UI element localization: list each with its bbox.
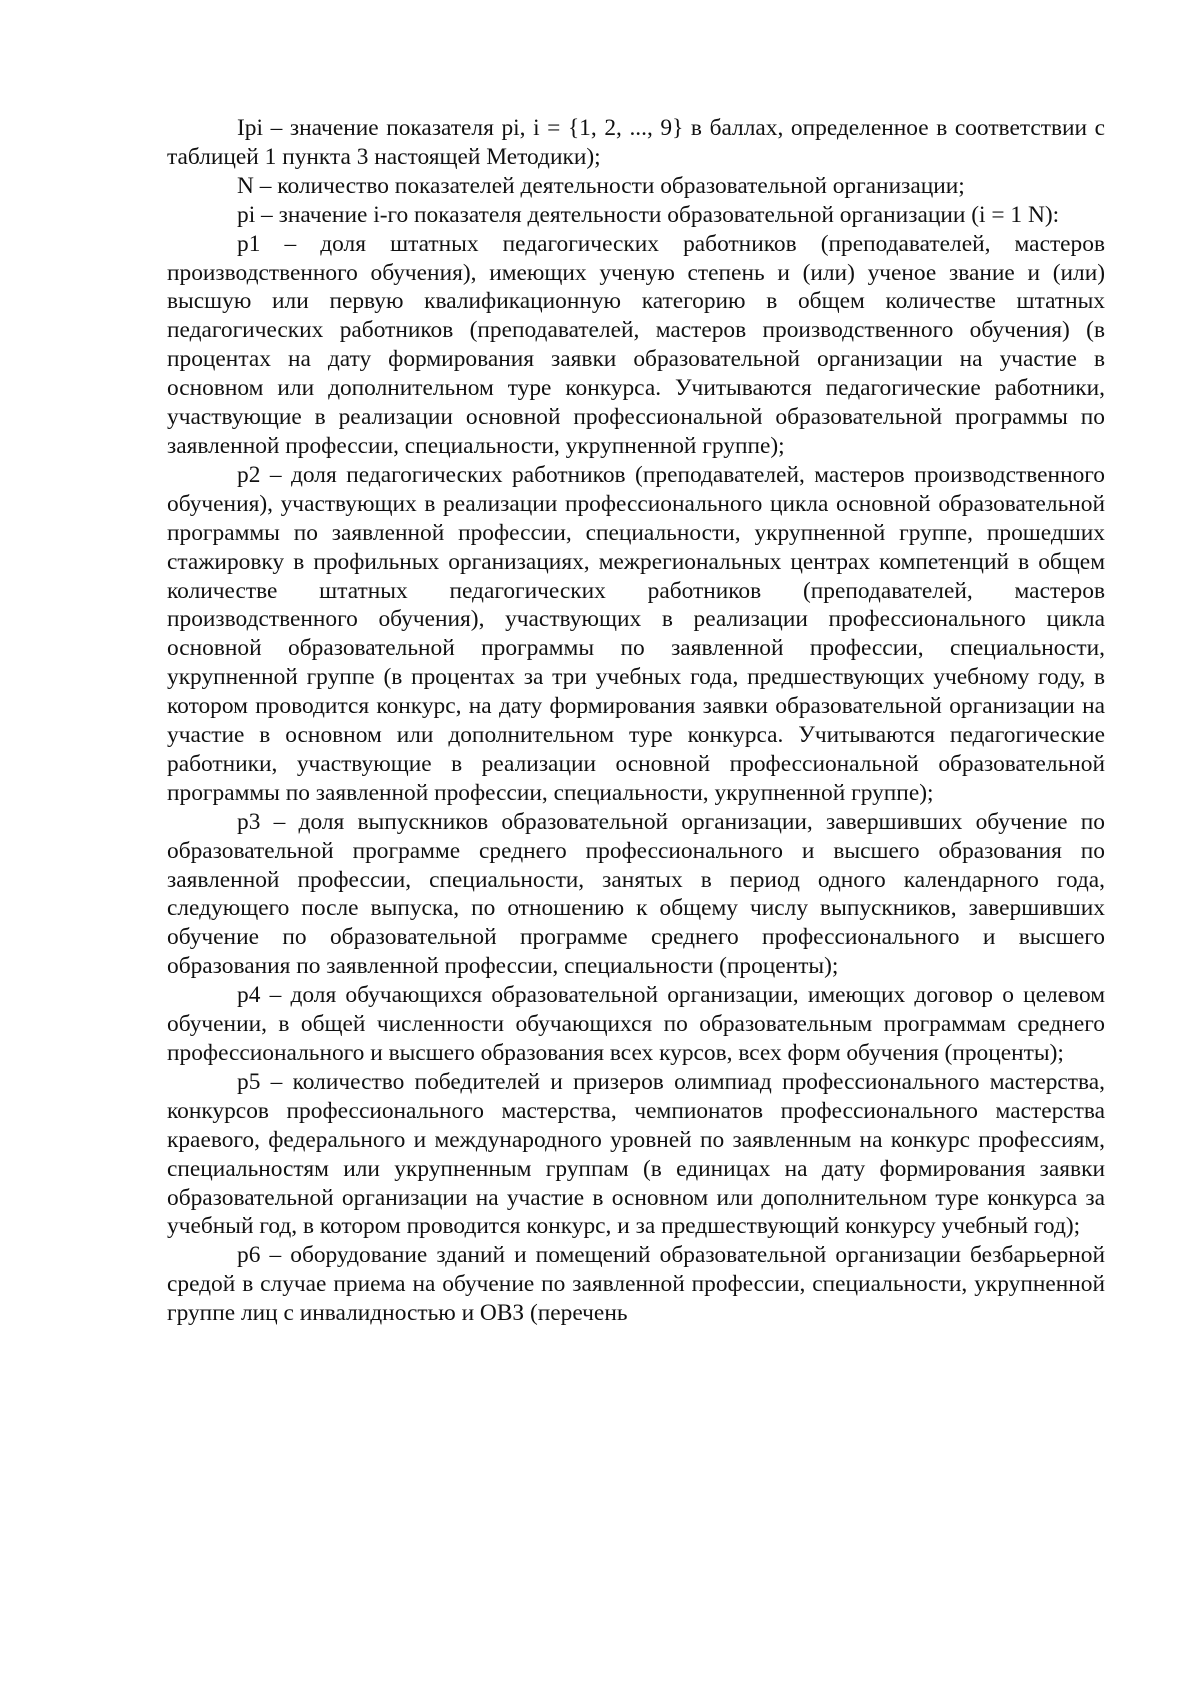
paragraph-p4: p4 – доля обучающихся образовательной организации, имеющих договор о целевом обучении, в общей численности обучающихся по образовательным программам среднего профессионального и высшего образования всех курсов, всех форм обучения (проценты); xyxy=(167,982,1105,1066)
paragraph-p2: p2 – доля педагогических работников (преподавателей, мастеров производственного обучения), участвующих в реализации профессионального цикла основной образовательной программы по заявленной профессии, специальности, укрупненной группе, прошедших стажировку в профильных организациях, межрегиональных центрах компетенций в общем количестве штатных педагогических работников (преподавателей, мастеров производственного обучения), участвующих в реализации профессионального цикла основной образовательной программы по заявленной профессии, специальности, укрупненной группе (в процентах за три учебных года, предшествующих учебному году, в котором проводится конкурс, на дату формирования заявки образовательной организации на участие в основном или дополнительном туре конкурса. Учитываются педагогические работники, участвующие в реализации основной профессиональной образовательной программы по заявленной профессии, специальности, укрупненной группе); xyxy=(167,461,1105,806)
paragraph-p3: p3 – доля выпускников образовательной организации, завершивших обучение по образовательной программе среднего профессионального и высшего образования по заявленной профессии, специальности, занятых в период одного календарного года, следующего после выпуска, по отношению к общему числу выпускников, завершивших обучение по образовательной программе среднего профессионального и высшего образования по заявленной профессии, специальности (проценты); xyxy=(167,808,1105,980)
paragraph-ipi-definition: Ipi – значение показателя pi, i = {1, 2, ..., 9} в баллах, определенное в соответствии с таблицей 1 пункта 3 настоящей Методики); xyxy=(167,115,1105,170)
paragraph-n-definition: N – количество показателей деятельности образовательной организации; xyxy=(237,172,965,199)
paragraph-p1: p1 – доля штатных педагогических работников (преподавателей, мастеров производственного обучения), имеющих ученую степень и (или) ученое звание и (или) высшую или первую квалификационную категорию в общем количестве штатных педагогических работников (преподавателей, мастеров производственного обучения) (в процентах на дату формирования заявки образовательной организации на участие в основном или дополнительном туре конкурса. Учитываются педагогические работники, участвующие в реализации основной профессиональной образовательной программы по заявленной профессии, специальности, укрупненной группе); xyxy=(167,230,1105,459)
paragraph-p5: p5 – количество победителей и призеров олимпиад профессионального мастерства, конкурсов профессионального мастерства, чемпионатов профессионального мастерства краевого, федерального и международного уровней по заявленным на конкурс профессиям, специальностям или укрупненным группам (в единицах на дату формирования заявки образовательной организации на участие в основном или дополнительном туре конкурса за учебный год, в котором проводится конкурс, и за предшествующий конкурсу учебный год); xyxy=(167,1068,1105,1240)
paragraph-p6: p6 – оборудование зданий и помещений образовательной организации безбарьерной средой в случае приема на обучение по заявленной профессии, специальности, укрупненной группе лиц с инвалидностью и ОВЗ (перечень xyxy=(167,1242,1105,1327)
document-body xyxy=(167,114,1105,1328)
paragraph-pi-definition: pi – значение i-го показателя деятельности образовательной организации (i = 1 N): xyxy=(237,201,1060,228)
